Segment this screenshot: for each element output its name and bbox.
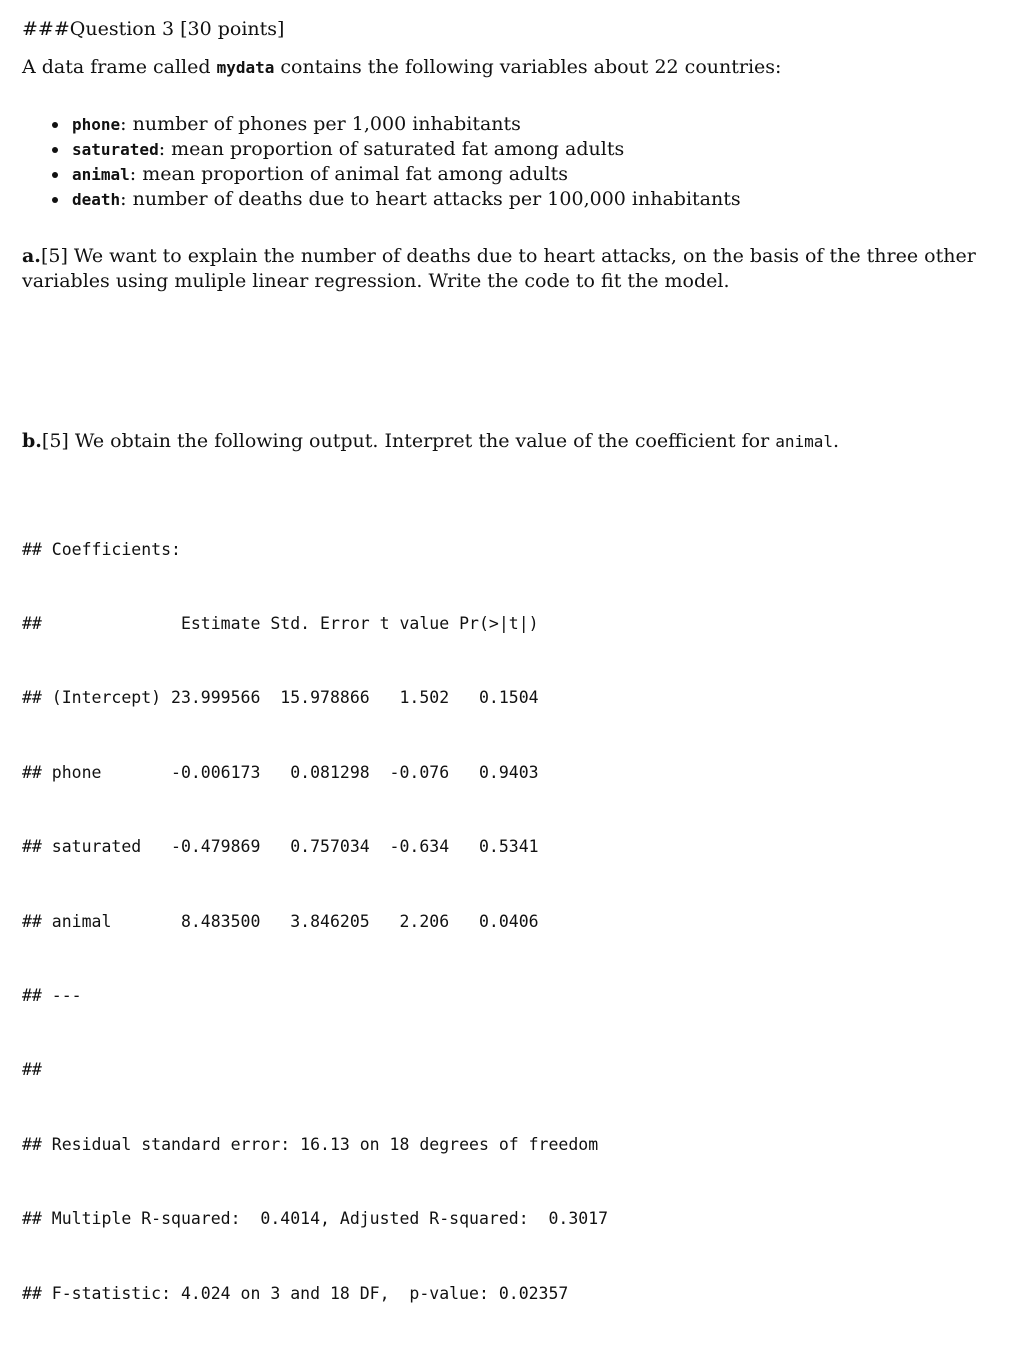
list-item — [50, 162, 741, 187]
bullet-icon — [52, 122, 58, 128]
bullet-icon — [52, 197, 58, 203]
variable-description: : number of phones per 1,000 inhabitants — [120, 113, 521, 135]
list-item — [50, 187, 741, 212]
variable-description: : number of deaths due to heart attacks per 100,000 inhabitants — [120, 188, 741, 210]
output-line: ## Coefficients: — [22, 539, 181, 559]
output-line: ## — [22, 1060, 42, 1080]
bullet-icon — [52, 172, 58, 178]
variable-name: animal — [72, 165, 130, 184]
part-b-label: b. — [22, 430, 42, 452]
part-a-label: a. — [22, 245, 41, 267]
part-a-question — [22, 244, 1007, 294]
variable-list — [50, 112, 741, 212]
output-line: ## (Intercept) 23.999566 15.978866 1.502 0.1504 — [22, 688, 539, 708]
part-b-code: animal — [775, 432, 833, 451]
intro-suffix: contains the following variables about 22 countries: — [274, 56, 782, 78]
output-line: ## F-statistic: 4.024 on 3 and 18 DF, p-value: 0.02357 — [22, 1283, 569, 1303]
part-a-points: [5] — [40, 245, 68, 267]
output-line: ## Residual standard error: 16.13 on 18 degrees of freedom — [22, 1134, 599, 1154]
variable-name: saturated — [72, 140, 159, 159]
part-b-end: . — [832, 430, 840, 452]
part-b-question — [22, 429, 839, 454]
output-line: ## Multiple R-squared: 0.4014, Adjusted R-squared: 0.3017 — [22, 1209, 609, 1229]
output-line: ## phone -0.006173 0.081298 -0.076 0.9403 — [22, 762, 539, 782]
regression-output — [22, 488, 608, 1356]
variable-name: death — [72, 190, 121, 209]
output-line: ## animal 8.483500 3.846205 2.206 0.0406 — [22, 911, 539, 931]
output-line: ## Estimate Std. Error t value Pr(>|t|) — [22, 613, 539, 633]
intro-prefix: A data frame called — [22, 56, 217, 78]
part-a-text: We want to explain the number of deaths due to heart attacks, on the basis of the three other variables using muliple linear regression. Write the code to fit the model. — [22, 245, 976, 292]
bullet-icon — [52, 147, 58, 153]
part-b-points: [5] — [41, 430, 69, 452]
variable-description: : mean proportion of animal fat among adults — [129, 163, 568, 185]
variable-name: phone — [72, 115, 121, 134]
dataframe-name: mydata — [216, 58, 275, 77]
output-line: ## --- — [22, 985, 82, 1005]
part-b-text: We obtain the following output. Interpret the value of the coefficient for — [68, 430, 776, 452]
output-line: ## saturated -0.479869 0.757034 -0.634 0.5341 — [22, 837, 539, 857]
variable-description: : mean proportion of saturated fat among adults — [158, 138, 625, 160]
question-title: ###Question 3 [30 points] — [22, 18, 285, 40]
list-item — [50, 137, 741, 162]
intro-paragraph — [22, 55, 781, 80]
list-item — [50, 112, 741, 137]
